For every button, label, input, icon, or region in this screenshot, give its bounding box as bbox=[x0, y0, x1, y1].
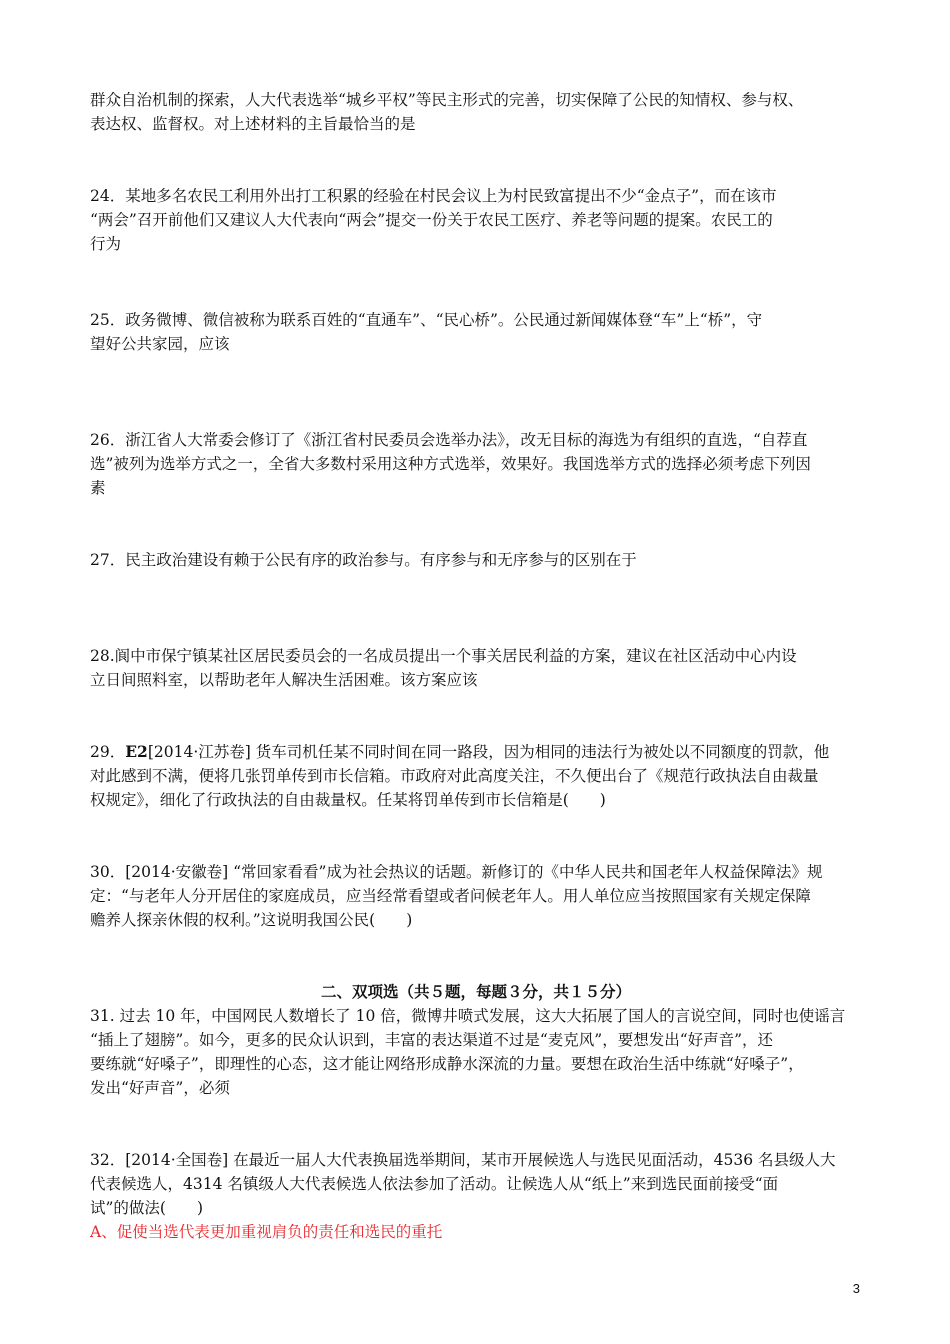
question-29 bbox=[90, 740, 862, 764]
text-line: 要练就“好嗓子”，即理性的心态，这才能让网络形成静水深流的力量。要想在政治生活中练就“好嗓子”， bbox=[90, 1055, 804, 1073]
question-26: 26．浙江省人大常委会修订了《浙江省村民委员会选举办法》，改无目标的海选为有组织的直选，“自荐直 bbox=[90, 431, 808, 449]
section-heading: 二、双项选（共５题，每题３分，共１５分） bbox=[320, 982, 631, 1001]
text-line: 望好公共家园，应该 bbox=[90, 335, 230, 353]
question-text: [2014·江苏卷] 货车司机任某不同时间在同一路段，因为相同的违法行为被处以不同额度的罚款，他 bbox=[147, 743, 830, 761]
text-line: 选”被列为选举方式之一，全省大多数村采用这种方式选举，效果好。我国选举方式的选择必须考虑下列因 bbox=[90, 455, 811, 473]
text-line: 表达权、监督权。对上述材料的主旨最恰当的是 bbox=[90, 115, 416, 133]
text-line: 定：“与老年人分开居住的家庭成员，应当经常看望或者问候老年人。用人单位应当按照国家有关规定保障 bbox=[90, 887, 811, 905]
question-30: 30．[2014·安徽卷] “常回家看看”成为社会热议的话题。新修订的《中华人民共和国老年人权益保障法》规 bbox=[90, 863, 823, 881]
text-line: 代表候选人，4314 名镇级人大代表候选人依法参加了活动。让候选人从“纸上”来到选民面前接受“面 bbox=[90, 1175, 779, 1193]
text-line: 试”的做法( ) bbox=[90, 1199, 204, 1217]
text-line: “两会”召开前他们又建议人大代表向“两会”提交一份关于农民工医疗、养老等问题的提案。农民工的 bbox=[90, 211, 773, 229]
text-line: “插上了翅膀”。如今，更多的民众认识到，丰富的表达渠道不过是“麦克风”，要想发出“好声音”，还 bbox=[90, 1031, 774, 1049]
text-line: 立日间照料室，以帮助老年人解决生活困难。该方案应该 bbox=[90, 671, 478, 689]
page-number: 3 bbox=[852, 1281, 860, 1296]
question-27: 27．民主政治建设有赖于公民有序的政治参与。有序参与和无序参与的区别在于 bbox=[90, 551, 637, 569]
text-line: 权规定》，细化了行政执法的自由裁量权。任某将罚单传到市长信箱是( ) bbox=[90, 791, 606, 809]
text-line: 素 bbox=[90, 479, 106, 497]
text-line: 群众自治机制的探索，人大代表选举“城乡平权”等民主形式的完善，切实保障了公民的知情权、参与权、 bbox=[90, 91, 804, 109]
question-code: E2 bbox=[125, 742, 148, 761]
question-24: 24．某地多名农民工利用外出打工积累的经验在村民会议上为村民致富提出不少“金点子”，而在该市 bbox=[90, 187, 777, 205]
text-line: 对此感到不满，便将几张罚单传到市长信箱。市政府对此高度关注，不久便出台了《规范行政执法自由裁量 bbox=[90, 767, 819, 785]
option-a-answer: A、促使当选代表更加重视肩负的责任和选民的重托 bbox=[90, 1223, 443, 1241]
text-line: 赡养人探亲休假的权利。”这说明我国公民( ) bbox=[90, 911, 413, 929]
question-32: 32．[2014·全国卷] 在最近一届人大代表换届选举期间，某市开展候选人与选民见面活动，4536 名县级人大 bbox=[90, 1151, 836, 1169]
text-line: 行为 bbox=[90, 235, 122, 253]
question-25: 25．政务微博、微信被称为联系百姓的“直通车”、“民心桥”。公民通过新闻媒体登“车”上“桥”，守 bbox=[90, 311, 763, 329]
text-line: 发出“好声音”，必须 bbox=[90, 1079, 230, 1097]
question-28: 28.阆中市保宁镇某社区居民委员会的一名成员提出一个事关居民利益的方案，建议在社区活动中心内设 bbox=[90, 647, 797, 665]
question-number: 29． bbox=[90, 743, 126, 761]
question-31: 31. 过去 10 年，中国网民人数增长了 10 倍，微博井喷式发展，这大大拓展了国人的言说空间，同时也使谣言 bbox=[90, 1007, 846, 1025]
